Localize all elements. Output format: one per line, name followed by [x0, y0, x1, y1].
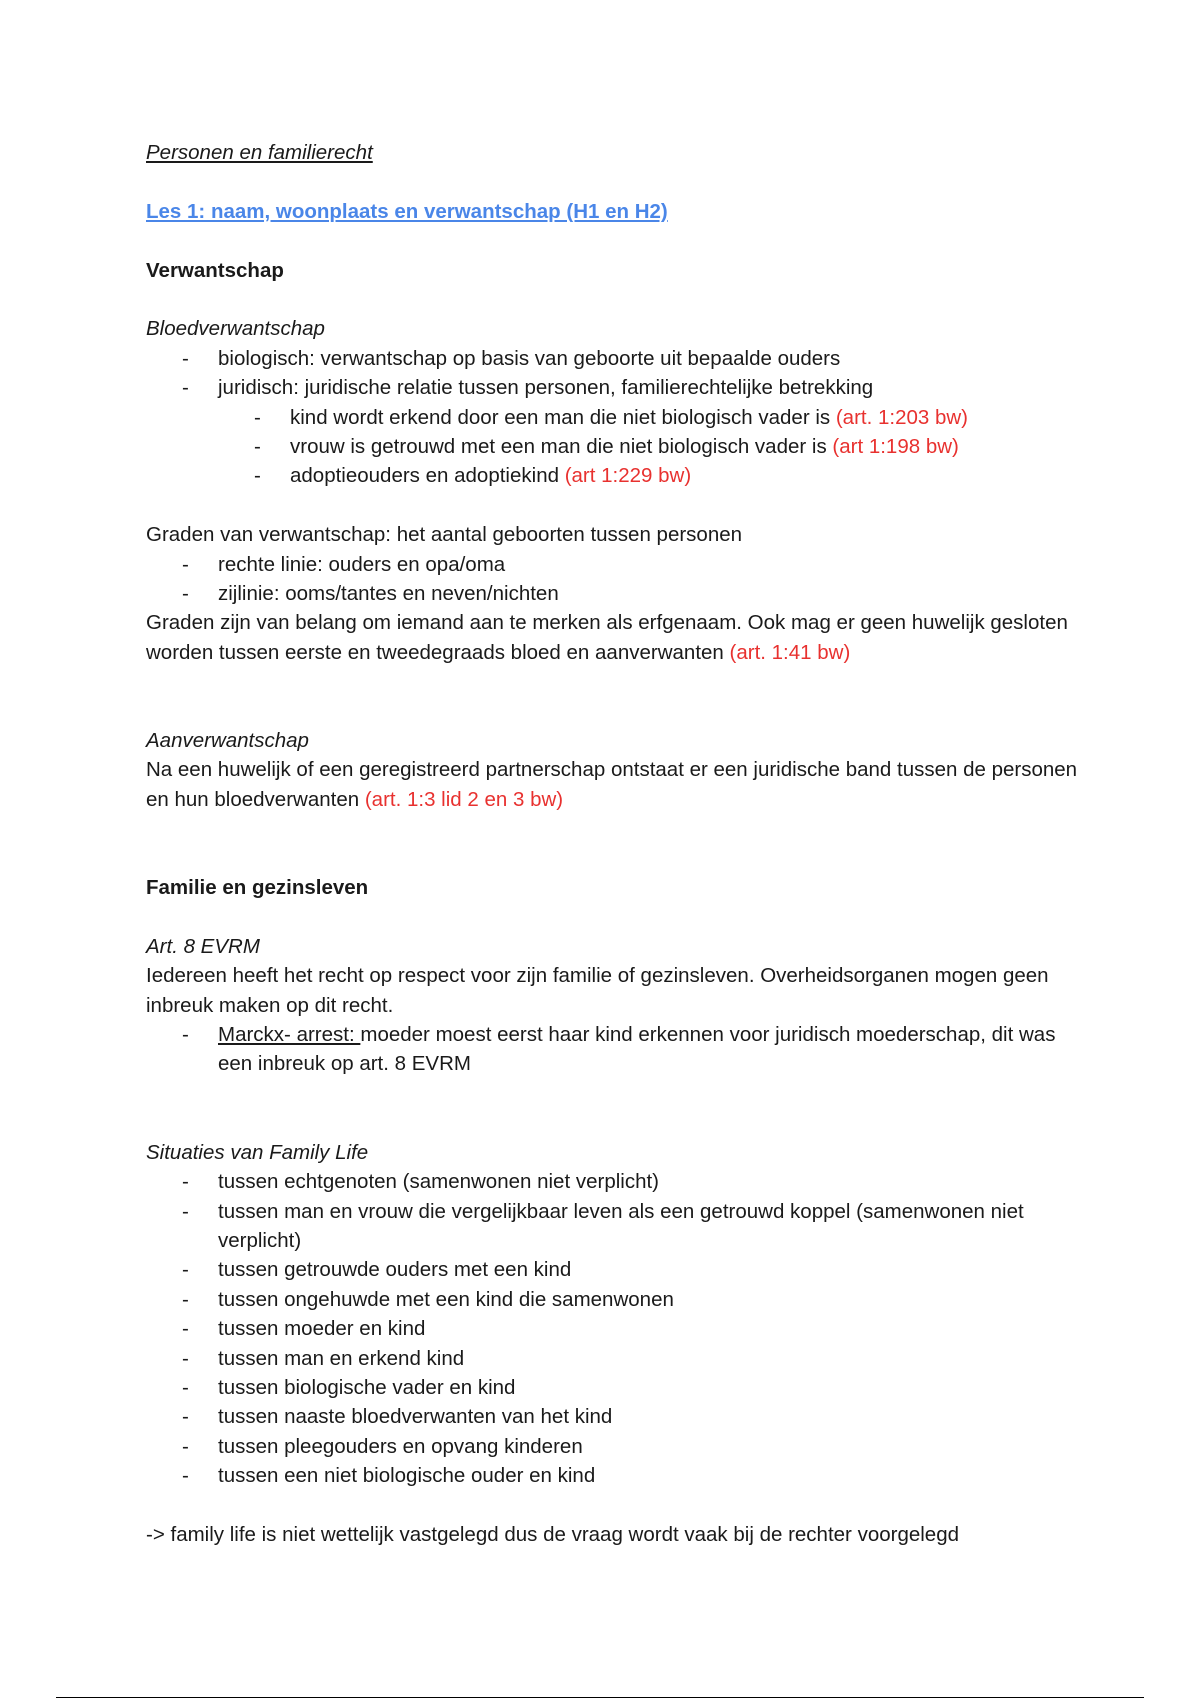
list-item: - tussen een niet biologische ouder en kind	[146, 1461, 1086, 1490]
list-item: - tussen man en vrouw die vergelijkbaar leven als een getrouwd koppel (samenwonen niet verplicht)	[146, 1197, 1086, 1256]
item-text: kind wordt erkend door een man die niet biologisch vader is	[290, 405, 836, 429]
document-title: Personen en familierecht	[146, 141, 373, 164]
page-bottom-rule	[56, 1697, 1144, 1698]
situations-list	[146, 1167, 1086, 1490]
item-text: adoptieouders en adoptiekind	[290, 464, 565, 488]
list-item: - tussen ongehuwde met een kind die samenwonen	[146, 1285, 1086, 1314]
note-text: Graden zijn van belang om iemand aan te merken als erfgenaam. Ook mag er geen huwelijk gesloten worden tussen eerste en tweedegraads bloed en aanverwanten	[146, 611, 1068, 664]
sub-list-item	[146, 432, 1086, 461]
degrees-note	[146, 608, 1086, 667]
list-item: - tussen man en erkend kind	[146, 1344, 1086, 1373]
evrm-text: Iedereen heeft het recht op respect voor zijn familie of gezinsleven. Overheidsorganen mogen geen inbreuk maken op dit recht.	[146, 964, 1049, 1017]
list-item: - tussen pleegouders en opvang kinderen	[146, 1432, 1086, 1461]
section-heading-familie: Familie en gezinsleven	[146, 876, 369, 900]
list-item: - zijlinie: ooms/tantes en neven/nichten	[146, 579, 1086, 608]
list-item: - rechte linie: ouders en opa/oma	[146, 550, 1086, 579]
list-item: - tussen getrouwde ouders met een kind	[146, 1255, 1086, 1284]
evrm-list	[146, 1020, 1086, 1079]
article-reference: (art. 1:3 lid 2 en 3 bw)	[364, 787, 564, 811]
sub-list-item	[146, 403, 1086, 432]
article-reference: (art. 1:203 bw)	[835, 405, 969, 429]
list-item: - tussen biologische vader en kind	[146, 1373, 1086, 1402]
article-reference: (art 1:229 bw)	[564, 464, 692, 488]
list-item: - juridisch: juridische relatie tussen personen, familierechtelijke betrekking	[146, 373, 1086, 402]
subheading-evrm: Art. 8 EVRM	[146, 934, 260, 958]
case-label: Marckx- arrest:	[218, 1023, 361, 1047]
subheading-bloedverwantschap: Bloedverwantschap	[146, 317, 325, 341]
blood-list	[146, 344, 1086, 491]
list-item: - tussen naaste bloedverwanten van het kind	[146, 1402, 1086, 1431]
article-reference: (art 1:198 bw)	[832, 435, 959, 459]
degrees-list	[146, 550, 1086, 609]
lesson-title-link[interactable]: Les 1: naam, woonplaats en verwantschap (H1 en H2)	[146, 199, 668, 223]
subheading-aanverwantschap: Aanverwantschap	[146, 729, 309, 753]
degrees-intro: Graden van verwantschap: het aantal geboorten tussen personen	[146, 523, 743, 547]
document-page	[146, 138, 1086, 1549]
list-item: - tussen echtgenoten (samenwonen niet verplicht)	[146, 1167, 1086, 1196]
list-item: - tussen moeder en kind	[146, 1314, 1086, 1343]
item-text: vrouw is getrouwd met een man die niet biologisch vader is	[290, 435, 833, 459]
case-text: moeder moest eerst haar kind erkennen voor juridisch moederschap, dit was een inbreuk op art. 8 EVRM	[218, 1023, 1056, 1076]
article-reference: (art. 1:41 bw)	[729, 640, 851, 664]
list-item: - biologisch: verwantschap op basis van geboorte uit bepaalde ouders	[146, 344, 1086, 373]
conclusion-text: -> family life is niet wettelijk vastgelegd dus de vraag wordt vaak bij de rechter voorgelegd	[146, 1522, 960, 1546]
list-item	[146, 1020, 1086, 1079]
section-heading-verwantschap: Verwantschap	[146, 258, 284, 282]
affinity-text	[146, 755, 1086, 814]
sub-list-item	[146, 461, 1086, 490]
subheading-family-life: Situaties van Family Life	[146, 1140, 369, 1164]
paragraph-text: Na een huwelijk of een geregistreerd partnerschap ontstaat er een juridische band tussen de personen en hun bloedverwanten	[146, 758, 1078, 811]
